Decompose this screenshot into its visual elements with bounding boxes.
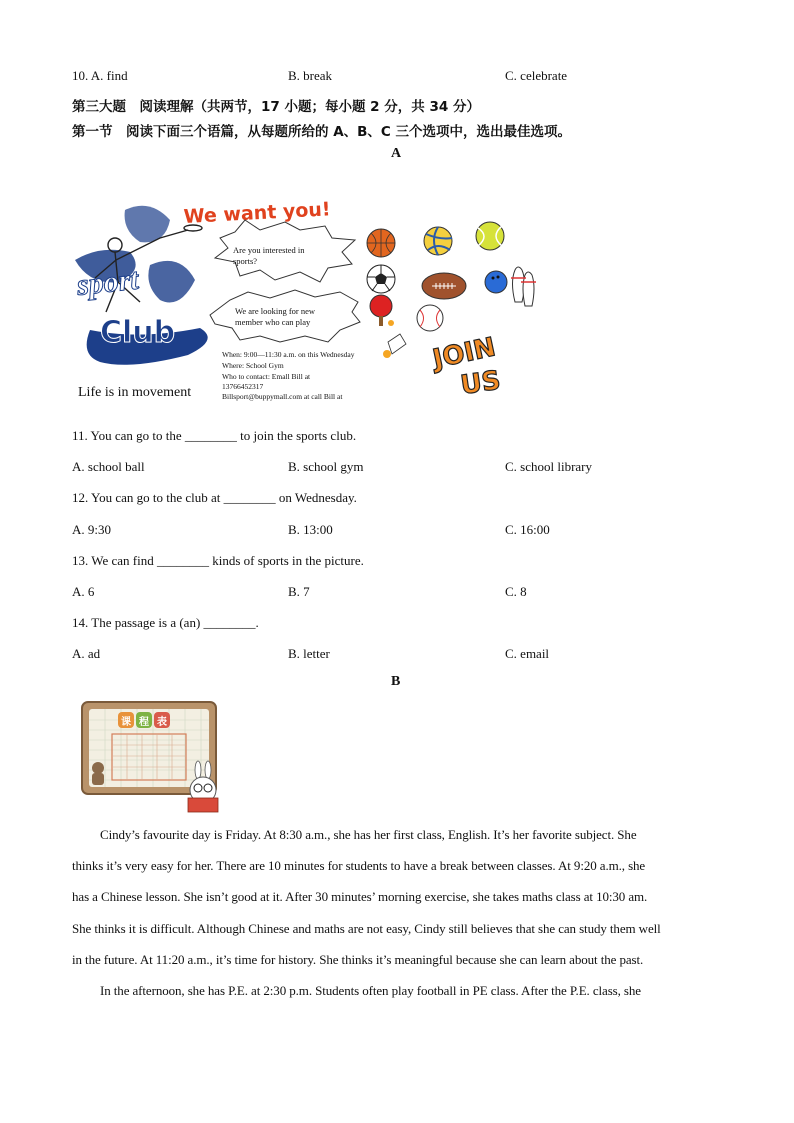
passage-a-label: A (391, 146, 402, 161)
volleyball-icon (424, 227, 452, 255)
board-title-char-2: 程 (139, 717, 149, 728)
section3-title: 第三大题 阅读理解（共两节，17 小题；每小题 2 分，共 34 分） (72, 99, 480, 115)
passage-b-line-3: has a Chinese lesson. She isn’t good at it. After 30 minutes’ morning exercise, she takes maths class at 10:30 am. (72, 889, 648, 904)
question-13-stem: 13. We can find ________ kinds of sports in the picture. (72, 553, 364, 568)
q10-option-c: C. celebrate (505, 68, 568, 83)
board-title-char-1: 课 (121, 717, 131, 728)
club-word: Club (100, 315, 176, 350)
board-title-char-3: 表 (157, 717, 167, 728)
question-14-option-c: C. email (505, 646, 550, 661)
passage-b-label: B (391, 674, 401, 689)
question-13-option-c: C. 8 (505, 584, 527, 599)
question-12-stem: 12. You can go to the club at ________ on Wednesday. (72, 490, 357, 505)
info-email: Billsport@buppymall.com at call Bill at (222, 392, 343, 401)
us-word: US (458, 365, 503, 401)
q10-option-a: 10. A. find (72, 68, 128, 83)
timetable-board-image (80, 700, 220, 816)
shuttlecock-icon (383, 334, 406, 358)
question-14-stem: 14. The passage is a (an) ________. (72, 615, 259, 630)
passage-b-line-5: in the future. At 11:20 a.m., it’s time for history. She thinks it’s meaningful because she can learn about the past. (72, 952, 644, 967)
table-tennis-icon (370, 295, 394, 326)
question-11-option-c: C. school library (505, 459, 593, 474)
rugby-ball-icon (422, 273, 466, 299)
sports-club-poster (70, 190, 545, 410)
join-word: JOIN (430, 332, 499, 375)
join-us-badge (428, 332, 502, 401)
section3-part1-instruction: 第一节 阅读下面三个语篇，从每题所给的 A、B、C 三个选项中，选出最佳选项。 (72, 124, 572, 140)
question-12-option-b: B. 13:00 (288, 522, 333, 537)
question-13-option-b: B. 7 (288, 584, 310, 599)
passage-b-line-1: Cindy’s favourite day is Friday. At 8:30 a.m., she has her first class, English. It’s her favorite subject. She (100, 827, 637, 842)
poster-headline: We want you! (183, 198, 332, 228)
poster-info (222, 350, 355, 401)
basketball-icon (367, 229, 395, 257)
sport-word: sport (75, 262, 141, 302)
info-phone: 13766452317 (222, 382, 264, 391)
info-where: Where: School Gym (222, 361, 284, 370)
passage-b-line-6: In the afternoon, she has P.E. at 2:30 p.m. Students often play football in PE class. After the P.E. class, she (100, 983, 641, 998)
passage-b-line-2: thinks it’s very easy for her. There are 10 minutes for students to have a break between classes. At 9:20 a.m., she (72, 858, 646, 873)
question-11-stem: 11. You can go to the ________ to join the sports club. (72, 428, 357, 443)
baseball-icon (417, 305, 443, 331)
bubble-1-text-line-1: Are you interested in sports? (233, 245, 305, 266)
bowling-icon (485, 267, 536, 306)
passage-b-line-4: She thinks it is difficult. Although Chinese and maths are not easy, Cindy still believes that she can study them well (72, 921, 661, 936)
football-icon (367, 265, 395, 293)
question-14-option-b: B. letter (288, 646, 330, 661)
question-12-option-a: A. 9:30 (72, 522, 111, 537)
bubble-2-text: We are looking for new member who can play (235, 306, 316, 327)
q10-option-b: B. break (288, 68, 333, 83)
poster-slogan: Life is in movement (78, 385, 192, 400)
tennis-ball-icon (476, 222, 504, 250)
speech-bubble-2 (210, 290, 360, 342)
question-14-option-a: A. ad (72, 646, 101, 661)
question-11-option-a: A. school ball (72, 459, 145, 474)
question-11-option-b: B. school gym (288, 459, 364, 474)
info-when: When: 9:00—11:30 a.m. on this Wednesday (222, 350, 355, 359)
question-12-option-c: C. 16:00 (505, 522, 550, 537)
info-contact: Who to contact: Emall Bill at (222, 372, 311, 381)
question-13-option-a: A. 6 (72, 584, 95, 599)
